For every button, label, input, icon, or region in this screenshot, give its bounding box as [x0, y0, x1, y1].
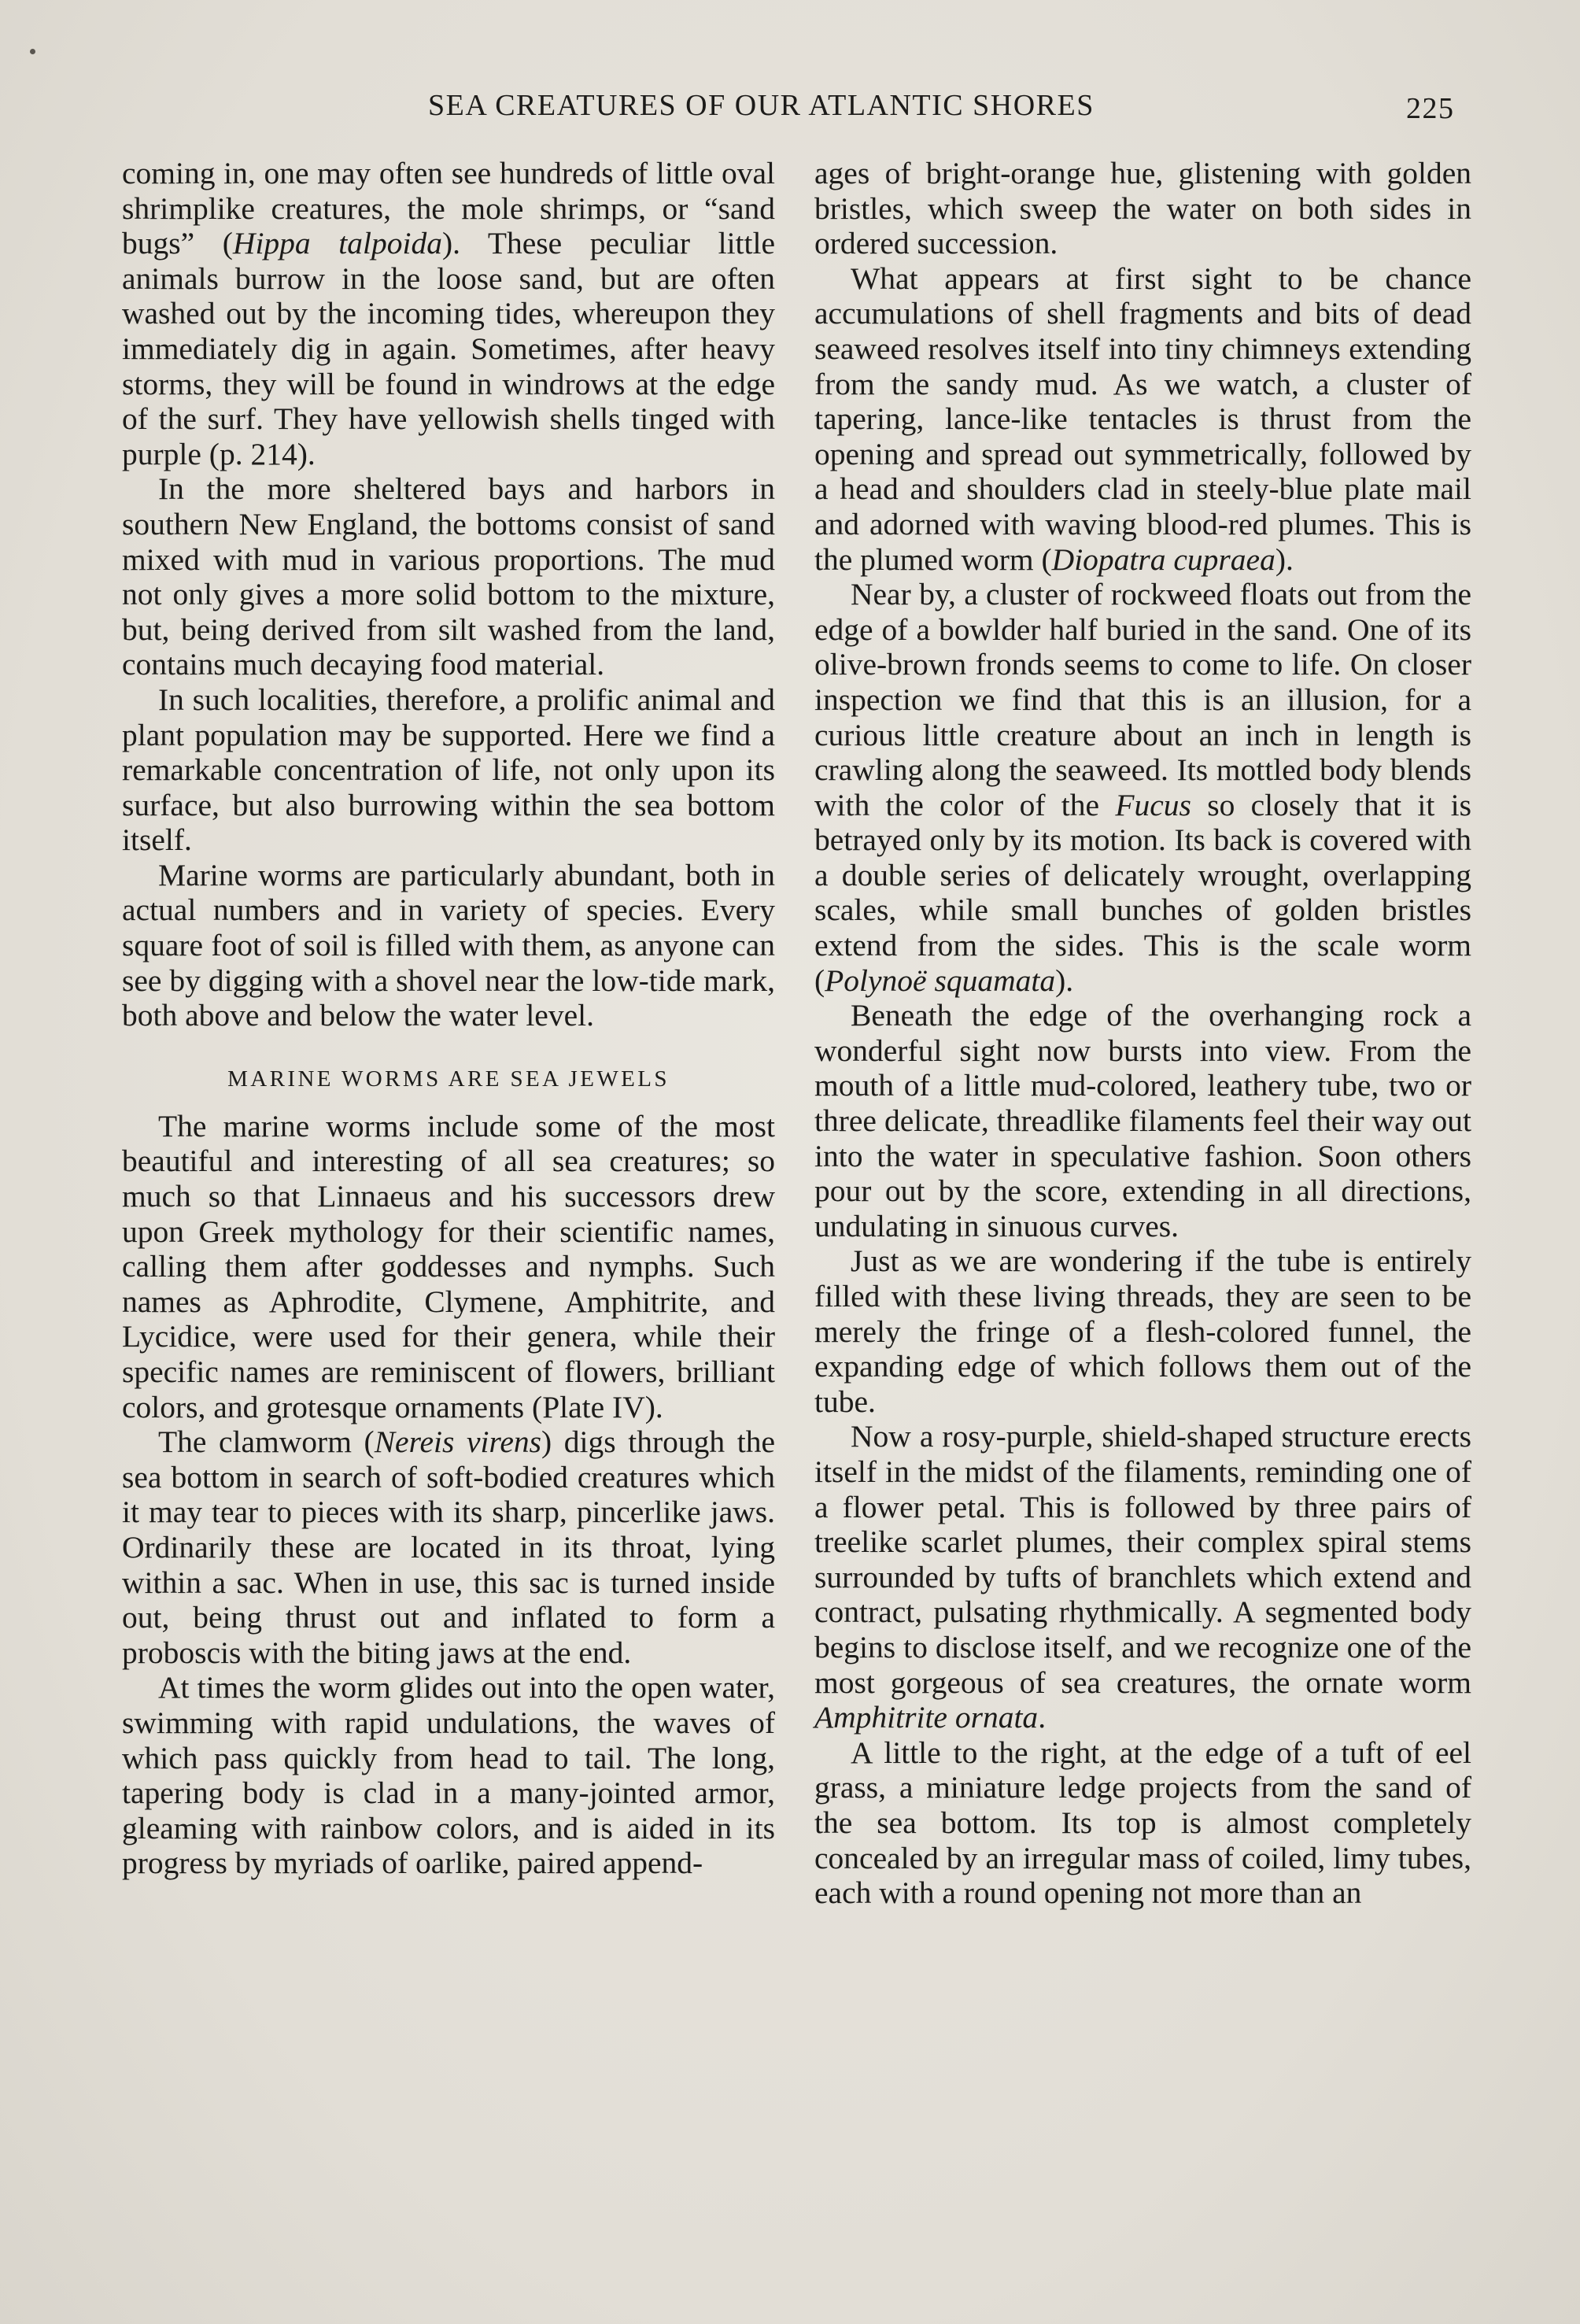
text-run: ). These peculiar little animals burrow in the loose sand, but are often washed out by the incoming tides, whereupon they immediately dig in again. Sometimes, after heavy storms, they will be found in windrows at the edge of the surf. They have yellowish shells tinged with purple (p. 214).	[122, 226, 775, 471]
text-run: ) digs through the sea bottom in search of soft-bodied creatures which it may tear to pieces with its sharp, pincerlike jaws. Ordinarily these are located in its throat, lying within a sac. When in use, this sac is turned inside out, being thrust out and inflated to form a proboscis with the biting jaws at the end.	[122, 1424, 776, 1670]
italic-text: Amphitrite ornata	[814, 1700, 1039, 1735]
text-run: Marine worms are particularly abundant, both in actual numbers and in variety of species. Every square foot of soil is filled with them, as anyone can see by digging with a shovel near the low-tide mark, both above and below the water level.	[122, 857, 775, 1033]
text-run: Now a rosy-purple, shield-shaped structure erects itself in the midst of the filaments, reminding one of a flower petal. This is followed by three pairs of treelike scarlet plumes, their complex spiral stems surrounded by tufts of branchlets which extend and contract, pulsating rhythmically. A segmented body begins to disclose itself, and we recognize one of the most gorgeous of sea creatures, the ornate worm	[814, 1419, 1471, 1700]
right-column	[814, 156, 1471, 1911]
paragraph	[814, 1419, 1471, 1735]
italic-text: Hippa talpoida	[232, 226, 442, 261]
text-run: so closely that it is betrayed only by its motion. Its back is covered with a double series of delicately wrought, overlapping scales, while small bunches of golden bristles extend from the sides. This is the scale worm (	[814, 787, 1471, 998]
text-run: The clamworm (	[158, 1424, 375, 1460]
paragraph	[122, 1670, 775, 1881]
text-run: A little to the right, at the edge of a tuft of eel grass, a miniature ledge projects from the sand of the sea bottom. Its top is almost completely concealed by an irregular mass of coiled, limy tubes, each with a round opening not more than an	[814, 1735, 1471, 1911]
text-run: In the more sheltered bays and harbors in southern New England, the bottoms consist of sand mixed with mud in various proportions. The mud not only gives a more solid bottom to the mixture, but, being derived from silt washed from the land, contains much decaying food material.	[122, 471, 775, 682]
section-heading: MARINE WORMS ARE SEA JEWELS	[227, 1066, 670, 1092]
paragraph	[814, 1243, 1471, 1419]
page-number: 225	[1406, 92, 1455, 125]
ink-speck	[30, 49, 35, 54]
italic-text: Nereis virens	[374, 1424, 542, 1460]
text-run: .	[1038, 1700, 1047, 1735]
paragraph	[814, 261, 1471, 577]
running-title: SEA CREATURES OF OUR ATLANTIC SHORES	[428, 89, 1095, 122]
italic-text: Diopatra cupraea	[1051, 541, 1275, 577]
paragraph	[814, 998, 1471, 1243]
text-run: The marine worms include some of the most beautiful and interesting of all sea creatures; so much so that Linnaeus and his successors drew upon Greek mythology for their scientific names, calling them after goddesses and nymphs. Such names as Aphrodite, Clymene, Amphitrite, and Lycidice, were used for their genera, while their specific names are reminiscent of flowers, brilliant colors, and grotesque ornaments (Plate IV).	[122, 1108, 775, 1424]
text-run: ages of bright-orange hue, glistening with golden bristles, which sweep the water on both sides in ordered succession.	[814, 156, 1471, 261]
paragraph	[122, 1109, 775, 1424]
text-run: Beneath the edge of the overhanging rock a wonderful sight now bursts into view. From the mouth of a little mud-colored, leathery tube, two or three delicate, threadlike filaments feel their way out into the water in speculative fashion. Soon others pour out by the score, extending in all directions, undulating in sinuous curves.	[814, 998, 1471, 1243]
text-run: ).	[1055, 962, 1074, 998]
italic-text: Polynoë squamata	[825, 962, 1056, 998]
paragraph	[122, 1424, 775, 1670]
paragraph	[122, 858, 775, 1033]
text-run: Just as we are wondering if the tube is entirely filled with these living threads, they are seen to be merely the fringe of a flesh-colored funnel, the expanding edge of which follows them out of the tube.	[814, 1243, 1471, 1419]
paragraph	[122, 682, 775, 858]
paragraph	[814, 156, 1471, 261]
text-run: In such localities, therefore, a prolific animal and plant population may be supported. Here we find a remarkable concentration of life, not only upon its surface, but also burrowing within the sea bottom itself.	[122, 682, 775, 858]
text-run: Near by, a cluster of rockweed floats out from the edge of a bowlder half buried in the sand. One of its olive-brown fronds seems to come to life. On closer inspection we find that this is an illusion, for a curious little creature about an inch in length is crawling along the seaweed. Its mottled body blends with the color of the	[814, 577, 1471, 822]
italic-text: Fucus	[1115, 787, 1191, 822]
paragraph	[814, 1735, 1471, 1911]
text-run: What appears at first sight to be chance accumulations of shell fragments and bits of dead seaweed resolves itself into tiny chimneys extending from the sandy mud. As we watch, a cluster of tapering, lance-like tentacles is thrust from the opening and spread out symmetrically, followed by a head and shoulders clad in steely-blue plate mail and adorned with waving blood-red plumes. This is the plumed worm (	[814, 260, 1471, 577]
paragraph	[122, 471, 775, 682]
paragraph	[814, 577, 1471, 998]
text-run: ).	[1275, 541, 1294, 577]
paragraph	[122, 156, 775, 471]
text-run: At times the worm glides out into the open water, swimming with rapid undulations, the waves of which pass quickly from head to tail. The long, tapering body is clad in a many-jointed armor, gleaming with rainbow colors, and is aided in its progress by myriads of oarlike, paired append-	[122, 1670, 775, 1881]
left-column	[122, 156, 775, 1881]
text-run: coming in, one may often see hundreds of little oval shrimplike creatures, the mole shrimps, or “sand bugs” (	[122, 156, 775, 261]
